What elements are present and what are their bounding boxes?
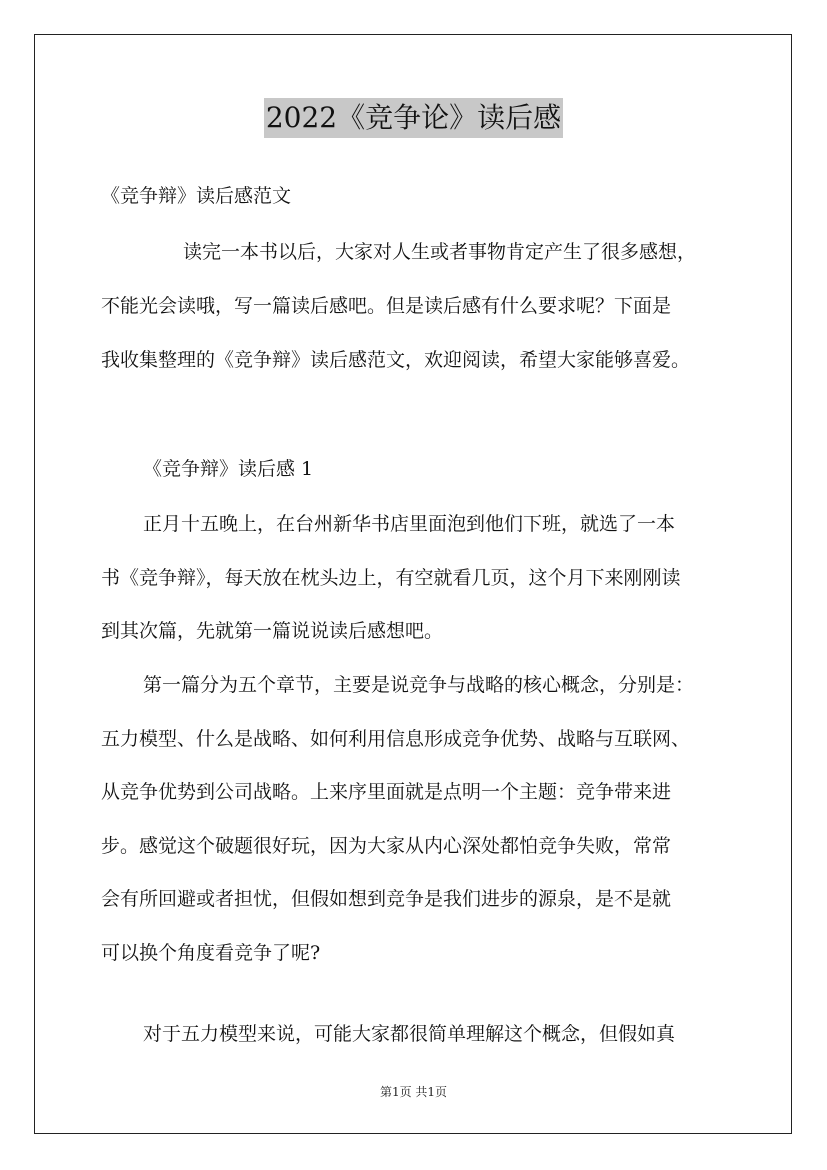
para2-line-5: 会有所回避或者担忧，但假如想到竞争是我们进步的源泉，是不是就: [101, 888, 672, 910]
section-heading: 《竞争辩》读后感 1: [143, 458, 314, 480]
para2-line-1: 第一篇分为五个章节，主要是说竞争与战略的核心概念，分别是：: [143, 674, 695, 696]
subtitle: 《竞争辩》读后感范文: [101, 185, 292, 207]
intro-line-1: 读完一本书以后，大家对人生或者事物肯定产生了很多感想，: [183, 241, 697, 263]
para2-line-6: 可以换个角度看竞争了呢?: [101, 942, 321, 964]
para1-line-2: 书《竞争辩》，每天放在枕头边上，有空就看几页，这个月下来刚刚读: [101, 567, 681, 589]
para3-line-1: 对于五力模型来说，可能大家都很简单理解这个概念，但假如真: [143, 1023, 676, 1045]
para1-line-1: 正月十五晚上，在台州新华书店里面泡到他们下班，就选了一本: [143, 513, 676, 535]
intro-line-3: 我收集整理的《竞争辩》读后感范文，欢迎阅读，希望大家能够喜爱。: [101, 349, 691, 371]
para1-line-3: 到其次篇，先就第一篇说说读后感想吧。: [101, 620, 444, 642]
title-container: [0, 98, 827, 138]
para2-line-2: 五力模型、什么是战略、如何利用信息形成竞争优势、战略与互联网、: [101, 728, 691, 750]
intro-line-2: 不能光会读哦，写一篇读后感吧。但是读后感有什么要求呢？下面是: [101, 295, 672, 317]
document-title: 2022《竞争论》读后感: [264, 98, 563, 138]
page-footer: 第1页 共1页: [379, 1085, 448, 1099]
para2-line-3: 从竞争优势到公司战略。上来序里面就是点明一个主题：竞争带来进: [101, 781, 672, 803]
para2-line-4: 步。感觉这个破题很好玩，因为大家从内心深处都怕竞争失败，常常: [101, 835, 672, 857]
